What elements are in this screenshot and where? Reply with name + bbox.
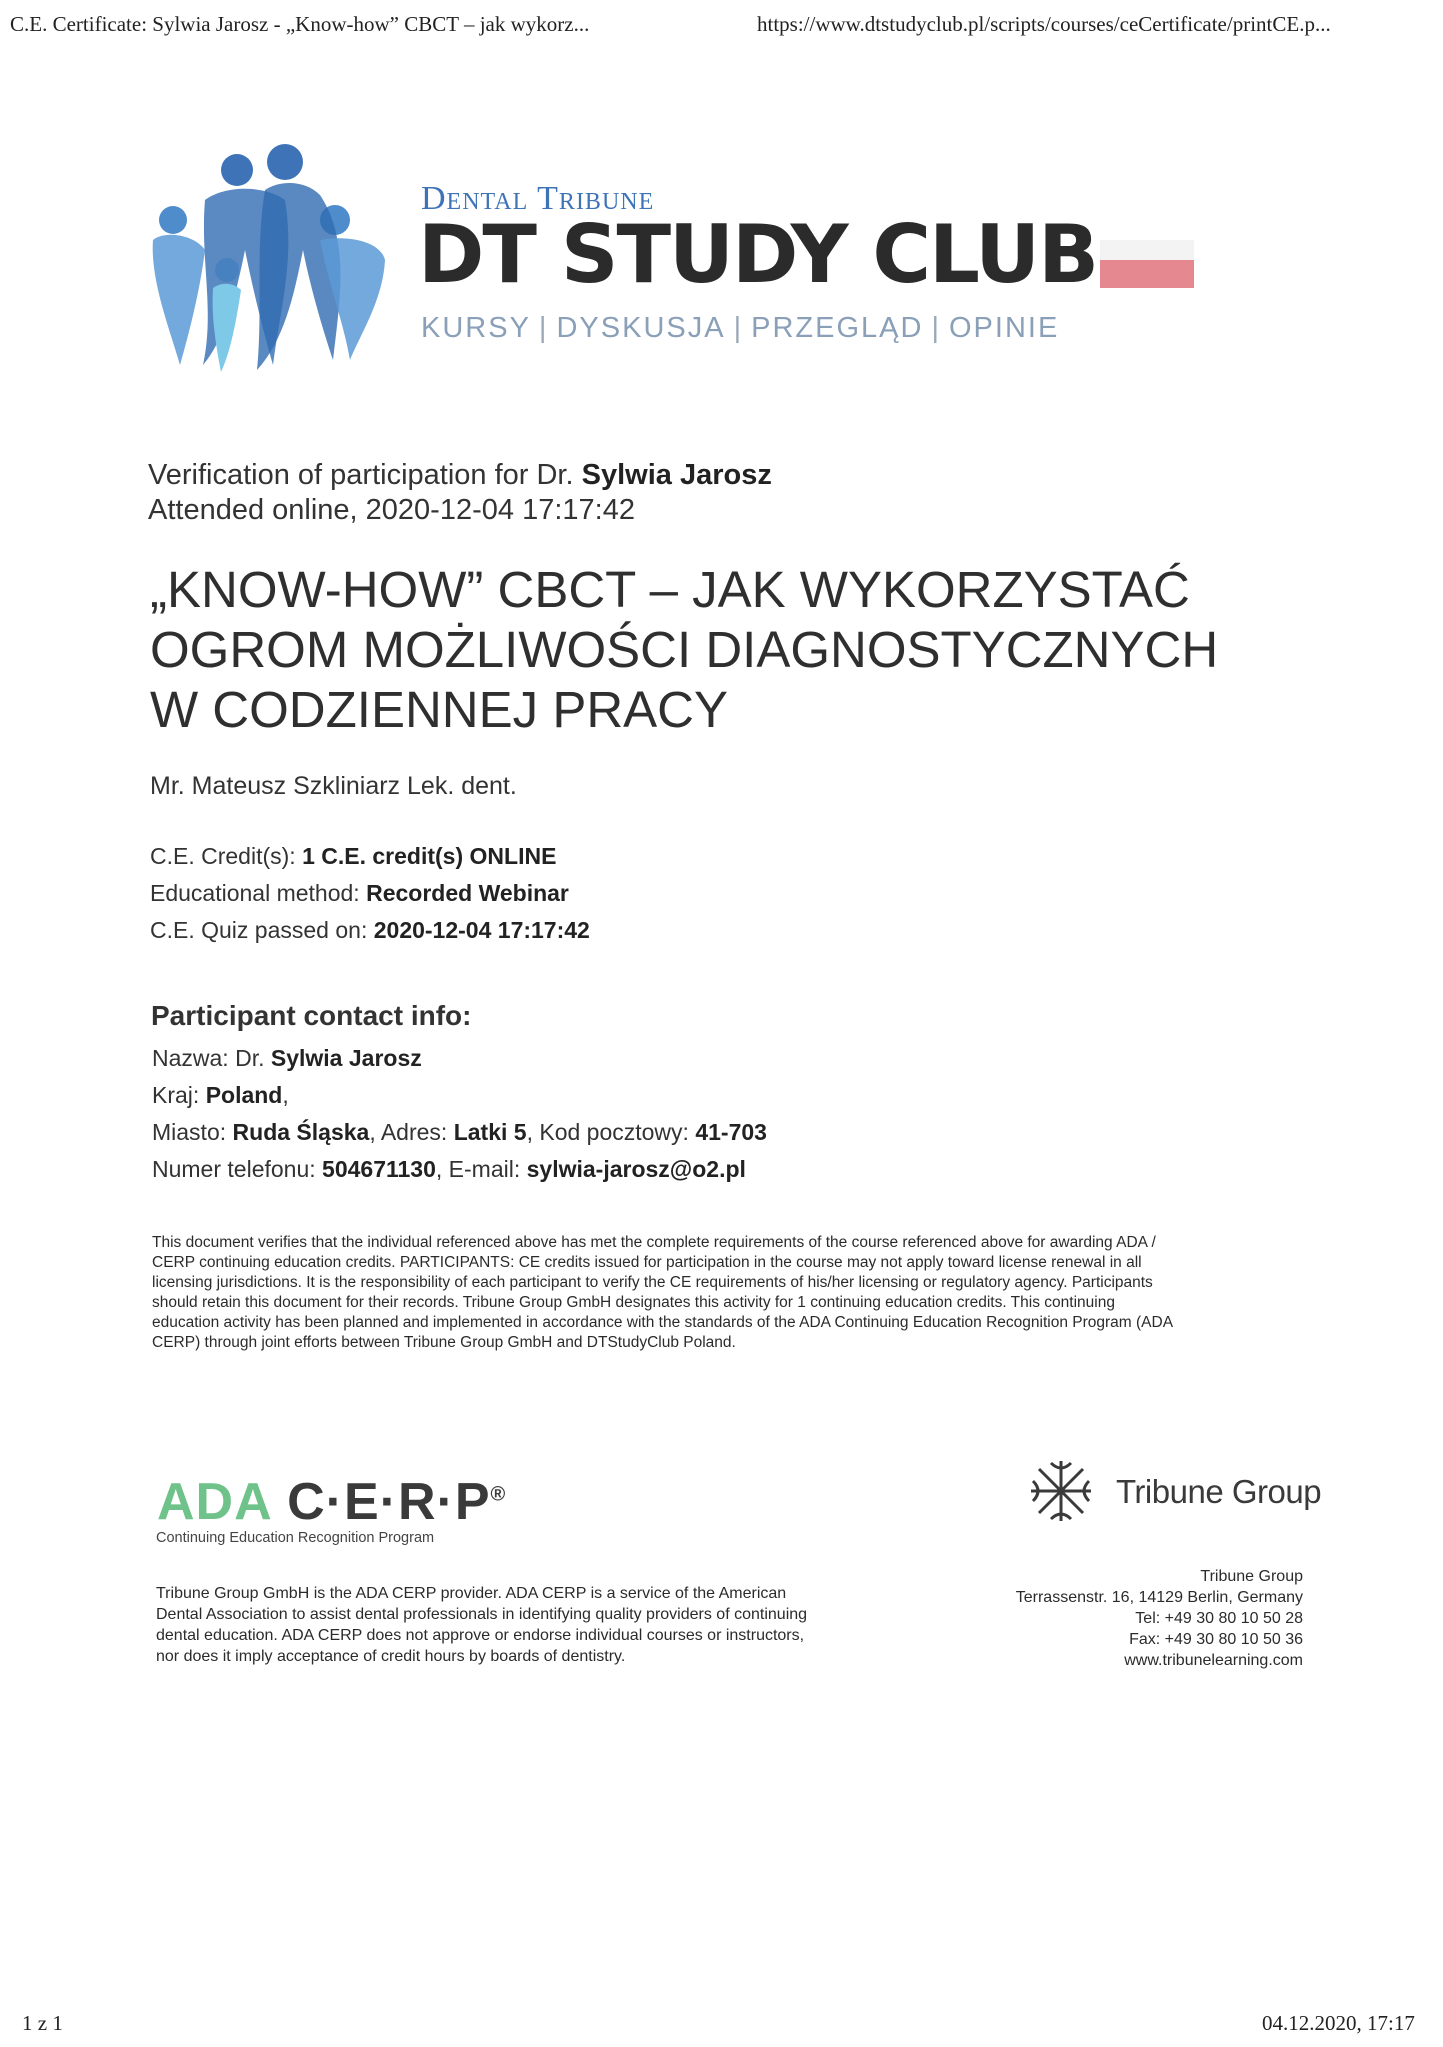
- postal-value: 41-703: [695, 1119, 767, 1145]
- disclaimer-line: This document verifies that the individual referenced above has met the complete requirements of the course referenced above for awarding ADA /: [152, 1234, 1156, 1251]
- ada-statement-line: dental education. ADA CERP does not approve or endorse individual courses or instructors,: [156, 1627, 805, 1644]
- quiz-value: 2020-12-04 17:17:42: [373, 917, 590, 943]
- method-label: Educational method:: [150, 880, 367, 906]
- city-label: Miasto:: [152, 1119, 233, 1145]
- tagline-item: PRZEGLĄD: [751, 312, 924, 344]
- disclaimer-line: should retain this document for their records. Tribune Group GmbH designates this activity for 1 continuing education credits. This continuing: [152, 1294, 1115, 1311]
- address-line: Tribune Group: [1200, 1568, 1303, 1585]
- ada-statement-line: Tribune Group GmbH is the ADA CERP provider. ADA CERP is a service of the American: [156, 1585, 787, 1602]
- dt-study-club-title: DT STUDY CLUB: [418, 208, 1098, 301]
- address-line: Fax: +49 30 80 10 50 36: [1129, 1631, 1303, 1648]
- tribune-group-mark-icon: [1025, 1455, 1097, 1527]
- credit-label: C.E. Credit(s):: [150, 843, 303, 869]
- disclaimer-line: CERP continuing education credits. PARTICIPANTS: CE credits issued for participation in the course may not apply toward license renewal in all: [152, 1254, 1142, 1271]
- city-value: Ruda Śląska: [232, 1119, 370, 1145]
- ada-statement-line: nor does it imply acceptance of credit hours by boards of dentistry.: [156, 1648, 626, 1665]
- course-title-line: „KNOW-HOW” CBCT – JAK WYKORZYSTAĆ: [150, 561, 1190, 618]
- ada-cerp-subtitle: Continuing Education Recognition Program: [156, 1530, 435, 1546]
- contact-block: Nazwa: Dr. Sylwia Jarosz Kraj: Poland, Miasto: Ruda Śląska, Adres: Latki 5, Kod pocztowy: 41-703 Numer telefonu: 504671130, E-mail: sylwia-jarosz@o2.pl: [152, 1045, 767, 1182]
- verification-prefix: Verification of participation for Dr.: [148, 459, 582, 491]
- contact-heading: Participant contact info:: [151, 1000, 472, 1031]
- country-value: Poland: [205, 1082, 283, 1108]
- participant-name: Sylwia Jarosz: [581, 459, 772, 491]
- contact-name-label: Nazwa: Dr.: [152, 1045, 271, 1071]
- cerp-logo-text: C·E·R·P: [287, 1473, 491, 1531]
- verification-block: [148, 458, 772, 528]
- disclaimer-line: CERP) through joint efforts between Tribune Group GmbH and DTStudyClub Poland.: [152, 1334, 736, 1351]
- phone-value: 504671130: [322, 1156, 436, 1182]
- address-label: , Adres:: [369, 1119, 454, 1145]
- logo-tagline: KURSY | DYSKUSJA | PRZEGLĄD | OPINIE: [421, 312, 1060, 344]
- address-value: Latki 5: [453, 1119, 527, 1145]
- address-line: Tel: +49 30 80 10 50 28: [1135, 1610, 1303, 1627]
- course-title-line: OGROM MOŻLIWOŚCI DIAGNOSTYCZNYCH: [150, 621, 1219, 678]
- print-footer-datetime: 04.12.2020, 17:17: [1262, 2011, 1415, 2035]
- poland-flag-icon: [1100, 240, 1194, 288]
- contact-name-value: Sylwia Jarosz: [270, 1045, 422, 1071]
- dt-study-club-figures-logo: [145, 140, 390, 375]
- tagline-item: KURSY: [421, 312, 531, 344]
- tagline-item: DYSKUSJA: [556, 312, 726, 344]
- tribune-group-logo-text: Tribune Group: [1116, 1473, 1322, 1510]
- tribune-address: [1016, 1566, 1303, 1671]
- ada-statement-line: Dental Association to assist dental professionals in identifying quality providers of continuing: [156, 1606, 808, 1623]
- ada-cerp-logo: [157, 1472, 505, 1532]
- course-title: [150, 560, 1330, 740]
- course-title-line: W CODZIENNEJ PRACY: [150, 681, 729, 738]
- tagline-item: OPINIE: [949, 312, 1060, 344]
- registered-mark: ®: [490, 1483, 506, 1506]
- attended-line: Attended online, 2020-12-04 17:17:42: [148, 494, 635, 526]
- ada-cerp-statement: [156, 1583, 876, 1667]
- method-value: Recorded Webinar: [366, 880, 569, 906]
- disclaimer-line: education activity has been planned and implemented in accordance with the standards of the ADA Continuing Education Recognition Program (ADA: [152, 1314, 1174, 1331]
- country-label: Kraj:: [152, 1082, 206, 1108]
- website-link[interactable]: www.tribunelearning.com: [1124, 1652, 1303, 1669]
- credit-value: 1 C.E. credit(s) ONLINE: [302, 843, 557, 869]
- email-value: sylwia-jarosz@o2.pl: [526, 1156, 746, 1182]
- print-footer-page: 1 z 1: [22, 2011, 63, 2035]
- email-label: , E-mail:: [435, 1156, 527, 1182]
- postal-label: , Kod pocztowy:: [526, 1119, 696, 1145]
- ada-logo-text: ADA: [157, 1473, 273, 1531]
- address-line: Terrassenstr. 16, 14129 Berlin, Germany: [1015, 1589, 1303, 1606]
- phone-label: Numer telefonu:: [152, 1156, 323, 1182]
- quiz-label: C.E. Quiz passed on:: [150, 917, 374, 943]
- credits-block: [150, 838, 590, 949]
- print-header-url: https://www.dtstudyclub.pl/scripts/courses/ceCertificate/printCE.p...: [757, 12, 1331, 36]
- disclaimer-line: licensing jurisdictions. It is the responsibility of each participant to verify the CE requirements of his/her licensing or regulatory agency. Participants: [152, 1274, 1153, 1291]
- dental-tribune-brand: Dental Tribune: [421, 180, 655, 217]
- disclaimer-text: [152, 1233, 1302, 1353]
- lecturer-name: Mr. Mateusz Szkliniarz Lek. dent.: [150, 772, 517, 800]
- print-header-title: C.E. Certificate: Sylwia Jarosz - „Know-how” CBCT – jak wykorz...: [10, 12, 590, 36]
